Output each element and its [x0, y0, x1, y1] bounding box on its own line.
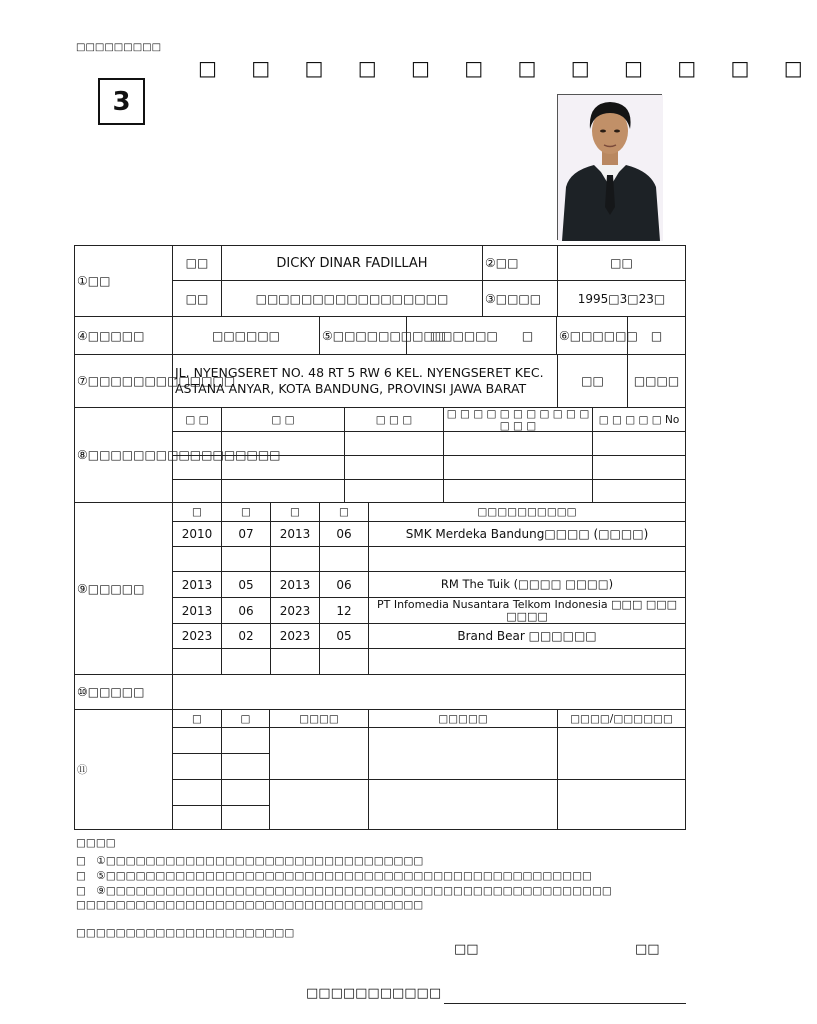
education-label: ⑨□□□□□ — [74, 502, 173, 675]
edu-start-month: 05 — [221, 571, 271, 598]
section11-cell — [221, 805, 270, 830]
section11-cell — [221, 727, 270, 754]
family-cell — [344, 455, 444, 480]
note-line: □ ①□□□□□□□□□□□□□□□□□□□□□□□□□□□□□□□□ — [76, 855, 424, 867]
family-cell — [221, 431, 345, 456]
applicant-photo-image — [558, 95, 663, 241]
edu-start-month: 02 — [221, 623, 271, 649]
edu-end-year — [270, 546, 320, 572]
section11-cell — [368, 779, 558, 830]
edu-start-month: 07 — [221, 521, 271, 547]
edu-end-month: 12 — [319, 597, 369, 624]
passport-label: ⑤□□□□□□□□□□ — [319, 316, 407, 355]
family-cell — [172, 479, 222, 503]
section11-header-2: □ — [221, 709, 270, 728]
address-label: ⑦□□□□□□□□□□□□□ — [74, 354, 173, 408]
edu-institution: Brand Bear □□□□□□ — [368, 623, 686, 649]
address-value: JL. NYENGSERET NO. 48 RT 5 RW 6 KEL. NYENGSERET KEC. ASTANA ANYAR, KOTA BANDUNG, PROVINSI JAWA BARAT — [172, 354, 558, 408]
family-cell — [443, 455, 593, 480]
family-cell — [221, 455, 345, 480]
edu-start-year — [172, 546, 222, 572]
notes-heading: □□□□ — [76, 837, 116, 849]
edu-start-year: 2013 — [172, 597, 222, 624]
family-cell — [172, 431, 222, 456]
section11-cell — [221, 779, 270, 806]
family-cell — [592, 455, 686, 480]
passport-value: □□□□□□ — [429, 328, 498, 343]
family-cell — [592, 431, 686, 456]
declaration-text: □□□□□□□□□□□□□□□□□□□□□□ — [76, 927, 295, 939]
section11-cell — [221, 753, 270, 780]
family-cell — [344, 431, 444, 456]
note-line: □□□□□□□□□□□□□□□□□□□□□□□□□□□□□□□□□□□ — [76, 899, 424, 911]
edu-start-month — [221, 648, 271, 675]
name-label: ①□□ — [74, 245, 173, 317]
edu-institution: RM The Tuik (□□□□ □□□□) — [368, 571, 686, 598]
edu-start-year: 2010 — [172, 521, 222, 547]
section11-cell — [172, 727, 222, 754]
section11-header-3: □□□□ — [269, 709, 369, 728]
form-number: 3 — [98, 78, 145, 125]
edu-institution — [368, 648, 686, 675]
edu-institution: PT Infomedia Nusantara Telkom Indonesia □□□ □□□ □□□□ — [368, 597, 686, 624]
family-header-4: □ □ □ □ □ □ □ □ □ □ □ □ □ □ — [443, 407, 593, 432]
edu-end-year: 2023 — [270, 597, 320, 624]
passport-mark: □ — [521, 328, 534, 343]
signature-line[interactable] — [444, 1003, 686, 1004]
section11-cell — [172, 753, 222, 780]
signature-label: □□□□□□□□□□□ — [306, 986, 442, 1001]
gender-label: ②□□ — [482, 245, 558, 281]
edu-end-month: 06 — [319, 571, 369, 598]
form-code: □□□□□□□□□ — [76, 42, 162, 53]
edu-end-month — [319, 648, 369, 675]
family-header-2: □ □ — [221, 407, 345, 432]
family-label: ⑧□□□□□□□□□□□□□□□□□ — [74, 407, 173, 503]
edu-start-month — [221, 546, 271, 572]
education-header-1: □ — [172, 502, 222, 522]
edu-institution: SMK Merdeka Bandung□□□□ (□□□□) — [368, 521, 686, 547]
section11-cell — [368, 727, 558, 780]
edu-start-year: 2023 — [172, 623, 222, 649]
name-kana-value: □□□□□□□□□□□□□□□□□ — [221, 280, 483, 317]
section11-header-1: □ — [172, 709, 222, 728]
education-header-2: □ — [221, 502, 271, 522]
section11-cell — [172, 805, 222, 830]
note-line: □ ⑤□□□□□□□□□□□□□□□□□□□□□□□□□□□□□□□□□□□□□□□□□□□□□□□□□ — [76, 870, 592, 882]
note-line: □ ⑨□□□□□□□□□□□□□□□□□□□□□□□□□□□□□□□□□□□□□□□□□□□□□□□□□□□ — [76, 885, 612, 897]
family-cell — [221, 479, 345, 503]
nationality-label: ④□□□□□ — [74, 316, 173, 355]
section11-cell — [557, 727, 686, 780]
kanji-label: □□ — [172, 280, 222, 317]
family-cell — [344, 479, 444, 503]
section11-cell — [557, 779, 686, 830]
edu-end-month: 05 — [319, 623, 369, 649]
nationality-value: □□□□□□ — [172, 316, 320, 355]
gender-value: □□ — [557, 245, 686, 281]
family-cell — [443, 479, 593, 503]
name-roman-value: DICKY DINAR FADILLAH — [221, 245, 483, 281]
education-header-3: □ — [270, 502, 320, 522]
romaji-label: □□ — [172, 245, 222, 281]
passport-value-cell — [406, 316, 557, 355]
section11-label: ⑪ — [74, 709, 173, 830]
section11-cell — [172, 779, 222, 806]
edu-end-year: 2023 — [270, 623, 320, 649]
education-header-5: □□□□□□□□□□ — [368, 502, 686, 522]
family-header-1: □ □ — [172, 407, 222, 432]
education-header-4: □ — [319, 502, 369, 522]
family-header-5: □ □ □ □ □ No — [592, 407, 686, 432]
applicant-photo — [557, 94, 662, 240]
section11-cell — [269, 779, 369, 830]
edu-end-year — [270, 648, 320, 675]
edu-end-month: 06 — [319, 521, 369, 547]
edu-start-year: 2013 — [172, 571, 222, 598]
edu-start-month: 06 — [221, 597, 271, 624]
qualification-label: ⑩□□□□□ — [74, 674, 173, 710]
sign-left-label: □□ — [454, 942, 479, 957]
qualification-value — [172, 674, 686, 710]
section11-header-5: □□□□/□□□□□□ — [557, 709, 686, 728]
marital-value: □ — [627, 316, 686, 355]
edu-end-year: 2013 — [270, 571, 320, 598]
family-cell — [172, 455, 222, 480]
edu-start-year — [172, 648, 222, 675]
sign-right-label: □□ — [635, 942, 660, 957]
birthdate-value: 1995□3□23□ — [557, 280, 686, 317]
address-col1: □□ — [557, 354, 628, 408]
family-cell — [443, 431, 593, 456]
section11-cell — [269, 727, 369, 780]
page-title: □ □ □ □ □ □ □ □ □ □ □ □ — [198, 56, 817, 80]
edu-end-year: 2013 — [270, 521, 320, 547]
address-col2: □□□□ — [627, 354, 686, 408]
marital-label: ⑥□□□□□□ — [556, 316, 628, 355]
edu-institution — [368, 546, 686, 572]
family-header-3: □ □ □ — [344, 407, 444, 432]
edu-end-month — [319, 546, 369, 572]
birthdate-label: ③□□□□ — [482, 280, 558, 317]
section11-header-4: □□□□□ — [368, 709, 558, 728]
family-cell — [592, 479, 686, 503]
